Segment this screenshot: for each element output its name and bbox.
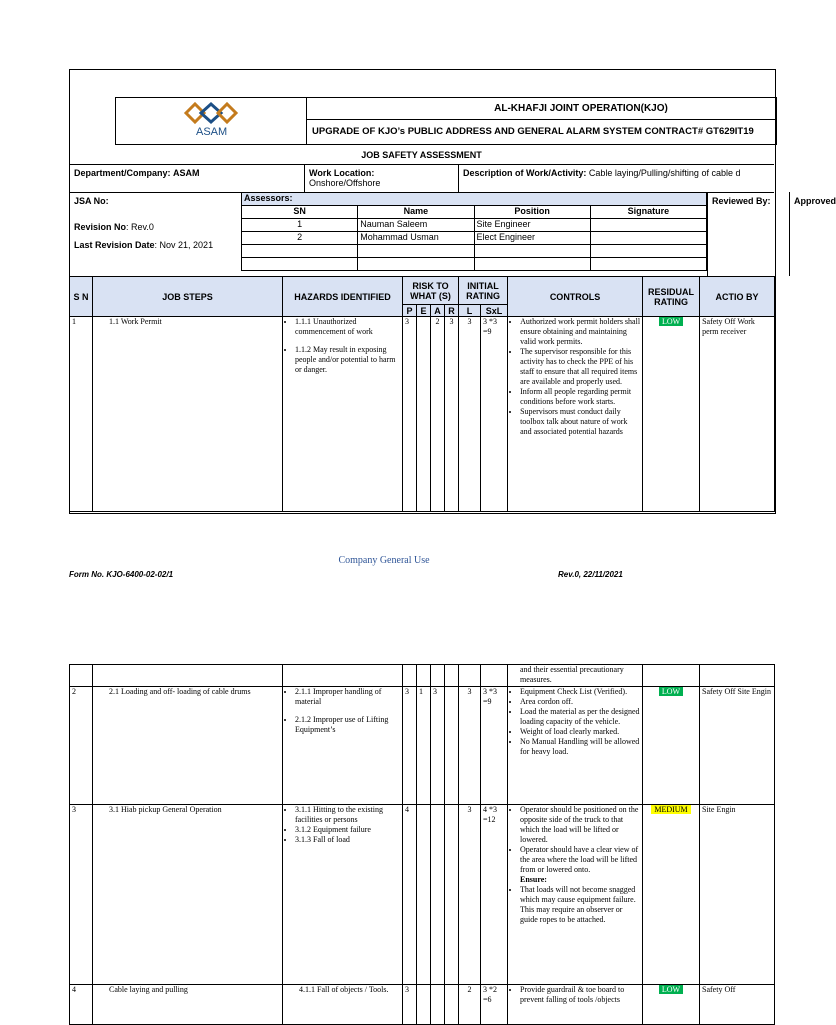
continued-control: and their essential precautionary measures.: [508, 665, 643, 687]
row-l: 3: [459, 317, 481, 512]
residual-badge: LOW: [659, 985, 683, 994]
control-item: • Operator should have a clear view of the area where the load will be lifted from or lowered onto.: [520, 845, 640, 875]
assessor-sn: 1: [242, 219, 358, 232]
hazard-item: • 1.1.2 May result in exposing people and/or potential to harm or danger.: [295, 345, 400, 375]
col-a: A: [431, 305, 445, 317]
last-revision-label: Last Revision Date: [74, 240, 155, 250]
assessor-sn: 2: [242, 232, 358, 245]
jsa-table: [69, 276, 775, 512]
hazard-item: 4.1.1 Fall of objects / Tools.: [283, 985, 403, 1025]
hazard-item: • 3.1.3 Fall of load: [295, 835, 400, 845]
dept-value: ASAM: [173, 168, 200, 178]
row-r: 3: [445, 317, 459, 512]
row-step: 2.1 Loading and off- loading of cable drums: [93, 687, 283, 805]
assessor-name: Nauman Saleem: [358, 219, 474, 232]
assessor-position: Elect Engineer: [474, 232, 590, 245]
col-risk-to: RISK TO WHAT (S): [403, 277, 459, 305]
doc-title: JOB SAFETY ASSESSMENT: [361, 150, 482, 160]
row-a: 3: [431, 687, 445, 805]
row-hazards: [283, 317, 403, 512]
table-row: [70, 687, 775, 805]
row-controls: [508, 317, 643, 512]
title-block: [115, 97, 777, 145]
row-action: Site Engin: [700, 805, 775, 985]
row-action: Safety Off Site Engin: [700, 687, 775, 805]
dept-label: Department/Company:: [74, 168, 171, 178]
logo-box: [116, 98, 307, 144]
hazard-item: • 2.1.1 Improper handling of material: [295, 687, 400, 707]
row-controls: [508, 805, 643, 985]
col-p: P: [403, 305, 417, 317]
row-sxl: 3 *3 =9: [481, 317, 508, 512]
footer-rev: Rev.0, 22/11/2021: [558, 570, 623, 579]
approved-by: Approved: [794, 196, 836, 206]
col-e: E: [417, 305, 431, 317]
col-sxl: SxL: [481, 305, 508, 317]
col-initial-rating: INITIAL RATING: [459, 277, 508, 305]
control-item: • Area cordon off.: [520, 697, 640, 707]
row-sn: 3: [70, 805, 93, 985]
assessors-table: [241, 192, 707, 271]
row-sxl: 3 *3 =9: [481, 687, 508, 805]
assessor-name: Mohammad Usman: [358, 232, 474, 245]
col-residual: RESIDUAL RATING: [643, 277, 700, 317]
jsa-table-continued: [69, 664, 775, 1025]
assessor-col-name: Name: [358, 206, 474, 219]
col-job-steps: JOB STEPS: [93, 277, 283, 317]
assessor-col-sn: SN: [242, 206, 358, 219]
row-p: 3: [403, 687, 417, 805]
control-item: • Equipment Check List (Verified).: [520, 687, 640, 697]
row-sn: 2: [70, 687, 93, 805]
control-item: • Inform all people regarding permit conditions before work starts.: [520, 387, 640, 407]
control-item: • Supervisors must conduct daily toolbox talk about nature of work and associated potential hazards: [520, 407, 640, 437]
project-title: UPGRADE OF KJO’s PUBLIC ADDRESS AND GENERAL ALARM SYSTEM CONTRACT# GT629IT19: [312, 126, 754, 137]
row-a: 2: [431, 317, 445, 512]
control-item: • Load the material as per the designed loading capacity of the vehicle.: [520, 707, 640, 727]
logo-text: ASAM: [196, 126, 228, 138]
revision-label: Revision No: [74, 222, 127, 232]
description-value: Cable laying/Pulling/shifting of cable d: [588, 168, 741, 178]
assessor-position: Site Engineer: [474, 219, 590, 232]
hazard-item: • 3.1.1 Hitting to the existing facilities or persons: [295, 805, 400, 825]
row-l: 3: [459, 805, 481, 985]
work-location-label: Work Location:: [309, 168, 375, 178]
control-ensure: Ensure:: [520, 875, 547, 884]
col-l: L: [459, 305, 481, 317]
col-hazards: HAZARDS IDENTIFIED: [283, 277, 403, 317]
row-hazards: [283, 687, 403, 805]
control-item: • No Manual Handling will be allowed for heavy load.: [520, 737, 640, 757]
col-r: R: [445, 305, 459, 317]
row-sxl: 3 *2 =6: [481, 985, 508, 1025]
control-item: • Operator should be positioned on the opposite side of the truck to that which the load will be lifted or lowered.: [520, 805, 640, 845]
row-action: Safety Off Work perm receiver: [700, 317, 775, 512]
table-row: [70, 985, 775, 1025]
assessors-label: Assessors:: [242, 193, 707, 206]
row-l: 3: [459, 687, 481, 805]
company-name: AL-KHAFJI JOINT OPERATION(KJO): [306, 98, 776, 120]
row-step: 3.1 Hiab pickup General Operation: [93, 805, 283, 985]
row-action: Safety Off: [700, 985, 775, 1025]
col-controls: CONTROLS: [508, 277, 643, 317]
description-label: Description of Work/Activity:: [463, 168, 587, 178]
col-sn: S N: [70, 277, 93, 317]
footer-center: Company General Use: [338, 555, 430, 566]
row-controls: [508, 687, 643, 805]
reviewed-by: Reviewed By:: [712, 196, 771, 206]
assessor-col-signature: Signature: [590, 206, 706, 219]
row-step: 1.1 Work Permit: [93, 317, 283, 512]
residual-badge: MEDIUM: [651, 805, 690, 814]
row-e: 1: [417, 687, 431, 805]
hazard-item: • 2.1.2 Improper use of Lifting Equipment’s: [295, 715, 400, 735]
control-item: • Weight of load clearly marked.: [520, 727, 640, 737]
row-sn: 1: [70, 317, 93, 512]
col-action: ACTIO BY: [700, 277, 775, 317]
control-item: • The supervisor responsible for this activity has to check the PPE of his staff to ensure that all required items are available and properly used.: [520, 347, 640, 387]
row-p: 4: [403, 805, 417, 985]
dept-row: [69, 164, 774, 192]
assessor-col-position: Position: [474, 206, 590, 219]
row-sn: 4: [70, 985, 93, 1025]
hazard-item: • 1.1.1 Unauthorized commencement of work: [295, 317, 400, 337]
table-row: [70, 317, 775, 512]
row-step: Cable laying and pulling: [93, 985, 283, 1025]
row-l: 2: [459, 985, 481, 1025]
control-item: • Provide guardrail & toe board to prevent falling of tools /objects: [520, 985, 640, 1005]
row-sxl: 4 *3 =12: [481, 805, 508, 985]
hazard-item: • 3.1.2 Equipment failure: [295, 825, 400, 835]
row-p: 3: [403, 317, 417, 512]
revision-value: : Rev.0: [126, 222, 154, 232]
jsa-no: JSA No:: [74, 196, 109, 206]
row-controls: [508, 985, 643, 1025]
table-row: [70, 805, 775, 985]
row-p: 3: [403, 985, 417, 1025]
jsa-block: [69, 192, 836, 276]
asam-logo-icon: [184, 102, 238, 124]
residual-badge: LOW: [659, 687, 683, 696]
row-hazards: [283, 805, 403, 985]
control-item: • Authorized work permit holders shall ensure obtaining and maintaining valid work permits.: [520, 317, 640, 347]
control-item: • That loads will not become snagged which may cause equipment failure. This may require an observer or guide ropes to be attached.: [520, 885, 640, 925]
work-location-value: Onshore/Offshore: [309, 178, 381, 188]
last-revision-value: : Nov 21, 2021: [154, 240, 214, 250]
residual-badge: LOW: [659, 317, 683, 326]
form-number: Form No. KJO-6400-02-02/1: [69, 570, 174, 579]
